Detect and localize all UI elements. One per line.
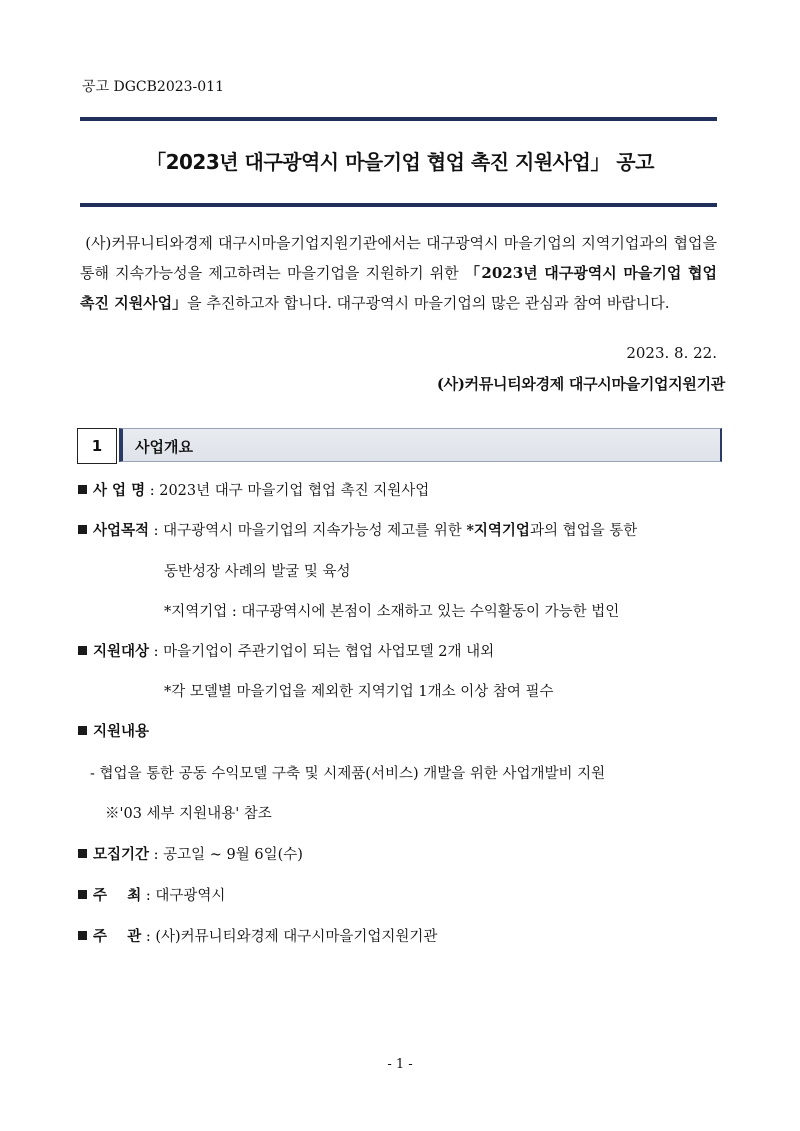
item-support-detail: - 협업을 통한 공동 수익모델 구축 및 시제품(서비스) 개발을 위한 사업개발비 지원: [90, 766, 606, 782]
title-rule: [80, 203, 717, 207]
item-business-name: 사 업 명 : 2023년 대구 마을기업 협업 촉진 지원사업: [78, 479, 429, 500]
item-target-note: *각 모델별 마을기업을 제외한 지역기업 1개소 이상 참여 필수: [164, 684, 554, 700]
issuing-organization: (사)커뮤니티와경제 대구시마을기업지원기관: [436, 375, 725, 393]
item-purpose: 사업목적 : 대구광역시 마을기업의 지속가능성 제고를 위한 *지역기업과의 협업을 통한: [78, 519, 637, 540]
intro-text-1: (사)커뮤니티와경제 대구시마을기업지원기관에서는 대구광역시 마을기업의 지역기업과의 협업을 통해 지속가능성을 제고하려는 마을기업을 지원하기 위한: [80, 234, 717, 282]
document-number: 공고 DGCB2023-011: [82, 79, 224, 95]
square-bullet-icon: [78, 485, 87, 494]
document-title: 「2023년 대구광역시 마을기업 협업 촉진 지원사업」 공고: [146, 150, 654, 174]
page-number: - 1 -: [387, 1057, 413, 1072]
item-host: 주 최 : 대구광역시: [78, 884, 225, 905]
square-bullet-icon: [78, 525, 87, 534]
item-support-content: 지원내용: [78, 720, 149, 741]
item-support-reference: ※'03 세부 지원내용' 참조: [105, 806, 272, 822]
item-target: 지원대상 : 마을기업이 주관기업이 되는 협업 사업모델 2개 내외: [78, 640, 494, 661]
square-bullet-icon: [78, 931, 87, 940]
announcement-date: 2023. 8. 22.: [626, 344, 717, 362]
square-bullet-icon: [78, 646, 87, 655]
intro-paragraph: [80, 228, 717, 318]
square-bullet-icon: [78, 726, 87, 735]
square-bullet-icon: [78, 890, 87, 899]
section-title: 사업개요: [135, 438, 193, 456]
intro-text-2: 을 추진하고자 합니다. 대구광역시 마을기업의 많은 관심과 참여 바랍니다.: [187, 294, 670, 312]
section-number: 1: [77, 428, 117, 464]
item-purpose-note: *지역기업 : 대구광역시에 본점이 소재하고 있는 수익활동이 가능한 법인: [164, 604, 620, 620]
item-organizer: 주 관 : (사)커뮤니티와경제 대구시마을기업지원기관: [78, 925, 437, 946]
item-purpose-continued: 동반성장 사례의 발굴 및 육성: [164, 564, 351, 580]
section-header-bar: [119, 428, 722, 462]
intro-program-name: 「2023년 대구광역시 마을기업 협업 촉진 지원사업」: [80, 264, 717, 312]
top-rule: [80, 117, 717, 121]
item-recruit-period: 모집기간 : 공고일 ~ 9월 6일(수): [78, 843, 303, 864]
square-bullet-icon: [78, 849, 87, 858]
